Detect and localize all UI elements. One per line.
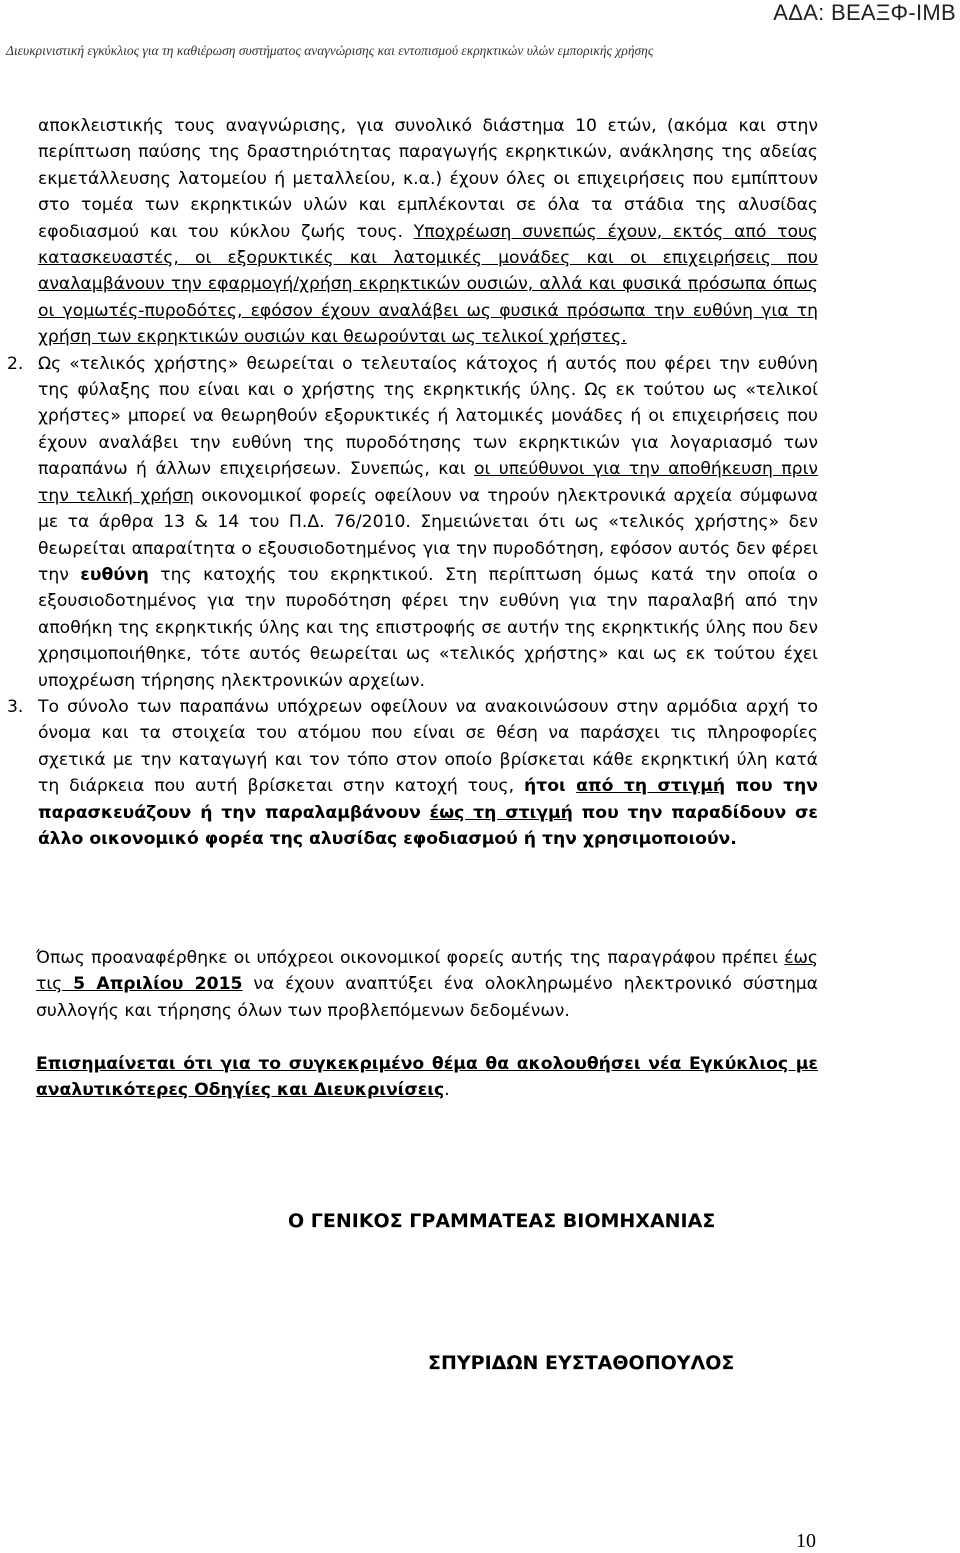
paragraph-1 — [38, 113, 818, 351]
main-text — [7, 113, 819, 852]
item-2-underlined: οι υπεύθυνοι για την αποθήκευση πριν την τελική χρήση — [38, 459, 819, 506]
signatory-name: ΣΠΥΡΙΔΩΝ ΕΥΣΤΑΘΟΠΟΥΛΟΣ — [428, 1352, 735, 1374]
paragraph-1-underlined: Υποχρέωση συνεπώς έχουν, εκτός από τους κατασκευαστές, οι εξορυκτικές και λατομικές μονάδες και οι επιχειρήσεις που αναλαμβάνουν την εφαρμογή/χρήση εκρηκτικών ουσιών, αλλά και φυσικά πρόσωπα όπως οι γομωτές-πυροδότες, εφόσον έχουν αναλάβει ως φυσικά πρόσωπα την ευθύνη για τη χρήση των εκρηκτικών ουσιών και θεωρούνται ως τελικοί χρήστες. — [38, 221, 819, 348]
deadline-until: έως τις — [36, 948, 818, 995]
item-3-text-a: Το σύνολο των παραπάνω υπόχρεων οφείλουν να ανακοινώσουν στην αρμόδια αρχή το όνομα και τα στοιχεία του ατόμου που είναι σε θέση να παράσχει τις πληροφορίες σχετικά με την καταγωγή και τον τόπο στον οποίο βρίσκεται κάθε εκρηκτική ύλη κατά τη διάρκεια που αυτή βρίσκεται στην κατοχή τους, — [38, 696, 818, 797]
ada-code: ΑΔΑ: ΒΕΑΞΦ-ΙΜΒ — [773, 0, 956, 25]
item-3-bold-hitoi: ήτοι — [523, 776, 577, 797]
notice-bold-underlined: Επισημαίνεται ότι για το συγκεκριμένο θέμα θα ακολουθήσει νέα Εγκύκλιος με αναλυτικότερες Οδηγίες και Διευκρινίσεις — [36, 1054, 818, 1101]
list-number-3: 3. — [7, 696, 24, 717]
deadline-paragraph — [36, 945, 818, 1024]
item-2-text-f: της κατοχής του εκρηκτικού. Στη περίπτωση όμως κατά την οποία ο εξουσιοδοτημένος για την πυροδότηση φέρει την ευθύνη για την παραλαβή από την αποθήκη της εκρηκτικής ύλης και της επιστροφής σε αυτήν της εκρηκτικής ύλης που δεν χρησιμοποιήθηκε, τότε αυτός θεωρείται ως «τελικός χρήστης» και ως εκ τούτου έχει υποχρέωση τήρησης ηλεκτρονικών αρχείων. — [38, 564, 818, 691]
item-2-text-a: Ως «τελικός χρήστης» θεωρείται ο τελευταίος κάτοχος ή αυτός που φέρει την ευθύνη της φύλαξης που είναι και ο χρήστης της εκρηκτικής ύλης. Ως εκ τούτου ως «τελικοί χρήστες» μπορεί να θεωρηθούν εξορυκτικές ή λατομικές μονάδες ή οι επιχειρήσεις που έχουν αναλάβει την ευθύνη της πυροδότησης των εκρηκτικών για λογαριασμό των παραπάνω ή άλλων επιχειρήσεων. Συνεπώς, και — [38, 353, 818, 480]
notice-paragraph — [36, 1051, 818, 1104]
item-3-bold-text: που την παρασκευάζουν ή την παραλαμβάνουν — [38, 776, 819, 823]
list-item-3 — [7, 694, 819, 852]
document-subtitle: Διευκρινιστική εγκύκλιος για τη καθιέρωση συστήματος αναγνώρισης και εντοπισμού εκρηκτικών υλών εμπορικής χρήσης — [6, 43, 654, 58]
deadline-text-a: Όπως προαναφέρθηκε οι υπόχρεοι οικονομικοί φορείς αυτής της παραγράφου πρέπει — [36, 948, 785, 968]
item-3-bold-underlined-until: έως τη στιγμή — [429, 802, 573, 823]
item-2-bold-responsibility: ευθύνη — [80, 564, 149, 585]
deadline-date: 5 Απριλίου 2015 — [73, 974, 243, 995]
paragraph-1-text: αποκλειστικής τους αναγνώρισης, για συνολικό διάστημα 10 ετών, (ακόμα και στην περίπτωση παύσης της δραστηριότητας παραγωγής εκρηκτικών, ανάκλησης της αδείας εκμετάλλευσης λατομείου ή μεταλλείου, κ.α.) έχουν όλες οι επιχειρήσεις που εμπίπτουν στο τομέα των εκρηκτικών υλών και εμπλέκονται σε όλα τα στάδια της αλυσίδας εφοδιασμού και του κύκλου ζωής τους. — [38, 116, 818, 242]
deadline-text-d: να έχουν αναπτύξει ένα ολοκληρωμένο ηλεκτρονικό σύστημα συλλογής και τήρησης όλων των προβλεπόμενων δεδομένων. — [36, 974, 818, 1021]
item-2-text-c: οικονομικοί φορείς οφείλουν να τηρούν ηλεκτρονικά αρχεία σύμφωνα με τα άρθρα 13 & 14 του Π.Δ. 76/2010. — [38, 485, 818, 533]
item-3-bold-text-end: που την παραδίδουν σε άλλο οικονομικό φορέα της αλυσίδας εφοδιασμού ή την χρησιμοποιούν. — [38, 802, 818, 849]
list-item-2 — [7, 351, 819, 694]
page-number: 10 — [796, 1530, 816, 1552]
notice-period: . — [444, 1080, 450, 1101]
item-2-text-d: Σημειώνεται ότι ως «τελικός χρήστης» δεν θεωρείται απαραίτητα ο εξουσιοδοτημένος για την πυροδότηση, εφόσον αυτός δεν φέρει την — [38, 512, 818, 585]
signatory-title: Ο ΓΕΝΙΚΟΣ ΓΡΑΜΜΑΤΕΑΣ ΒΙΟΜΗΧΑΝΙΑΣ — [288, 1210, 716, 1232]
item-3-bold-underlined-from: από τη στιγμή — [576, 776, 726, 797]
list-number-2: 2. — [7, 353, 24, 374]
